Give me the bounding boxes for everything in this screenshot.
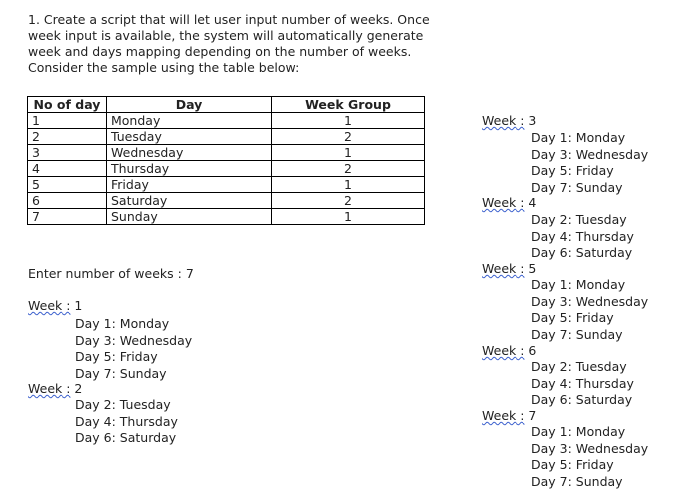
- header-day: Day: [107, 97, 272, 113]
- week-days-list: [531, 130, 648, 196]
- week-days-list: [531, 277, 648, 343]
- day-entry: Day 3: Wednesday: [531, 440, 649, 456]
- week-number: 2: [74, 381, 83, 396]
- day-entry: Day 2: Tuesday: [531, 359, 627, 374]
- day-entry: Day 6: Saturday: [75, 430, 177, 445]
- table-row: [28, 177, 425, 193]
- week-label: Week: [28, 381, 63, 396]
- week-separator: :: [516, 113, 525, 128]
- day-entry: Day 5: Friday: [531, 457, 614, 472]
- week-heading: [482, 261, 536, 277]
- cell-week-group: 2: [272, 129, 425, 145]
- day-entry: Day 3: Wednesday: [75, 332, 193, 348]
- table-row: [28, 161, 425, 177]
- table-row: [28, 129, 425, 145]
- week-separator: :: [62, 298, 71, 313]
- cell-no-of-day: 6: [28, 193, 107, 209]
- cell-week-group: 1: [272, 113, 425, 129]
- day-entry: Day 6: Saturday: [531, 245, 633, 260]
- table-header-row: [28, 97, 425, 113]
- day-entry: Day 1: Monday: [531, 424, 626, 439]
- day-entry: Day 2: Tuesday: [75, 397, 171, 412]
- week-mapping-table: [27, 96, 425, 225]
- week-days-list: [75, 397, 178, 447]
- table-row: [28, 113, 425, 129]
- week-days-list: [75, 316, 192, 382]
- cell-week-group: 1: [272, 209, 425, 225]
- cell-week-group: 1: [272, 145, 425, 161]
- day-entry: Day 1: Monday: [531, 277, 626, 292]
- weeks-prompt: [28, 266, 194, 281]
- prompt-label-text: Enter number of weeks: [28, 266, 174, 281]
- week-number: 7: [528, 408, 537, 423]
- week-label: Week: [482, 195, 517, 210]
- table-row: [28, 145, 425, 161]
- day-entry: Day 5: Friday: [531, 163, 614, 178]
- week-number: 1: [74, 298, 83, 313]
- cell-day: Tuesday: [107, 129, 272, 145]
- prompt-separator: :: [173, 266, 186, 281]
- header-week-group: Week Group: [272, 97, 425, 113]
- day-entry: Day 3: Wednesday: [531, 293, 649, 309]
- week-label: Week: [482, 261, 517, 276]
- week-heading: [482, 408, 536, 424]
- week-number: 5: [528, 261, 537, 276]
- day-entry: Day 7: Sunday: [531, 326, 623, 342]
- cell-day: Saturday: [107, 193, 272, 209]
- day-entry: Day 5: Friday: [75, 349, 158, 364]
- week-label: Week: [482, 408, 517, 423]
- week-heading: [28, 298, 82, 314]
- week-days-list: [531, 212, 634, 262]
- cell-week-group: 1: [272, 177, 425, 193]
- week-number: 3: [528, 113, 537, 128]
- prompt-value: 7: [185, 266, 194, 281]
- cell-day: Thursday: [107, 161, 272, 177]
- cell-day: Monday: [107, 113, 272, 129]
- day-entry: Day 4: Thursday: [75, 413, 178, 429]
- week-separator: :: [516, 195, 525, 210]
- week-number: 4: [528, 195, 537, 210]
- week-label: Week: [28, 298, 63, 313]
- week-label: Week: [482, 113, 517, 128]
- cell-no-of-day: 5: [28, 177, 107, 193]
- table-row: [28, 193, 425, 209]
- cell-no-of-day: 7: [28, 209, 107, 225]
- cell-no-of-day: 2: [28, 129, 107, 145]
- week-separator: :: [62, 381, 71, 396]
- header-no-of-day: No of day: [28, 97, 107, 113]
- day-entry: Day 1: Monday: [75, 316, 170, 331]
- cell-week-group: 2: [272, 161, 425, 177]
- day-entry: Day 5: Friday: [531, 310, 614, 325]
- day-entry: Day 4: Thursday: [531, 228, 634, 244]
- cell-day: Friday: [107, 177, 272, 193]
- week-heading: [482, 195, 536, 211]
- week-separator: :: [516, 261, 525, 276]
- week-heading: [482, 343, 536, 359]
- day-entry: Day 7: Sunday: [531, 179, 623, 195]
- cell-no-of-day: 4: [28, 161, 107, 177]
- day-entry: Day 1: Monday: [531, 130, 626, 145]
- week-heading: [28, 381, 82, 397]
- cell-no-of-day: 1: [28, 113, 107, 129]
- instruction-text: 1. Create a script that will let user input number of weeks. Once week input is available, the system will automatically generate week and days mapping depending on the number of weeks. Consider the sample using the table below:: [28, 12, 430, 75]
- week-days-list: [531, 359, 634, 409]
- cell-no-of-day: 3: [28, 145, 107, 161]
- day-entry: Day 4: Thursday: [531, 375, 634, 391]
- day-entry: Day 7: Sunday: [75, 365, 167, 381]
- day-entry: Day 3: Wednesday: [531, 146, 649, 162]
- day-entry: Day 2: Tuesday: [531, 212, 627, 227]
- day-entry: Day 6: Saturday: [531, 392, 633, 407]
- week-number: 6: [528, 343, 537, 358]
- cell-week-group: 2: [272, 193, 425, 209]
- table-row: [28, 209, 425, 225]
- cell-day: Wednesday: [107, 145, 272, 161]
- week-days-list: [531, 424, 648, 490]
- prompt-label: [28, 266, 174, 281]
- week-separator: :: [516, 408, 525, 423]
- day-entry: Day 7: Sunday: [531, 473, 623, 489]
- week-separator: :: [516, 343, 525, 358]
- week-heading: [482, 113, 536, 129]
- cell-day: Sunday: [107, 209, 272, 225]
- week-label: Week: [482, 343, 517, 358]
